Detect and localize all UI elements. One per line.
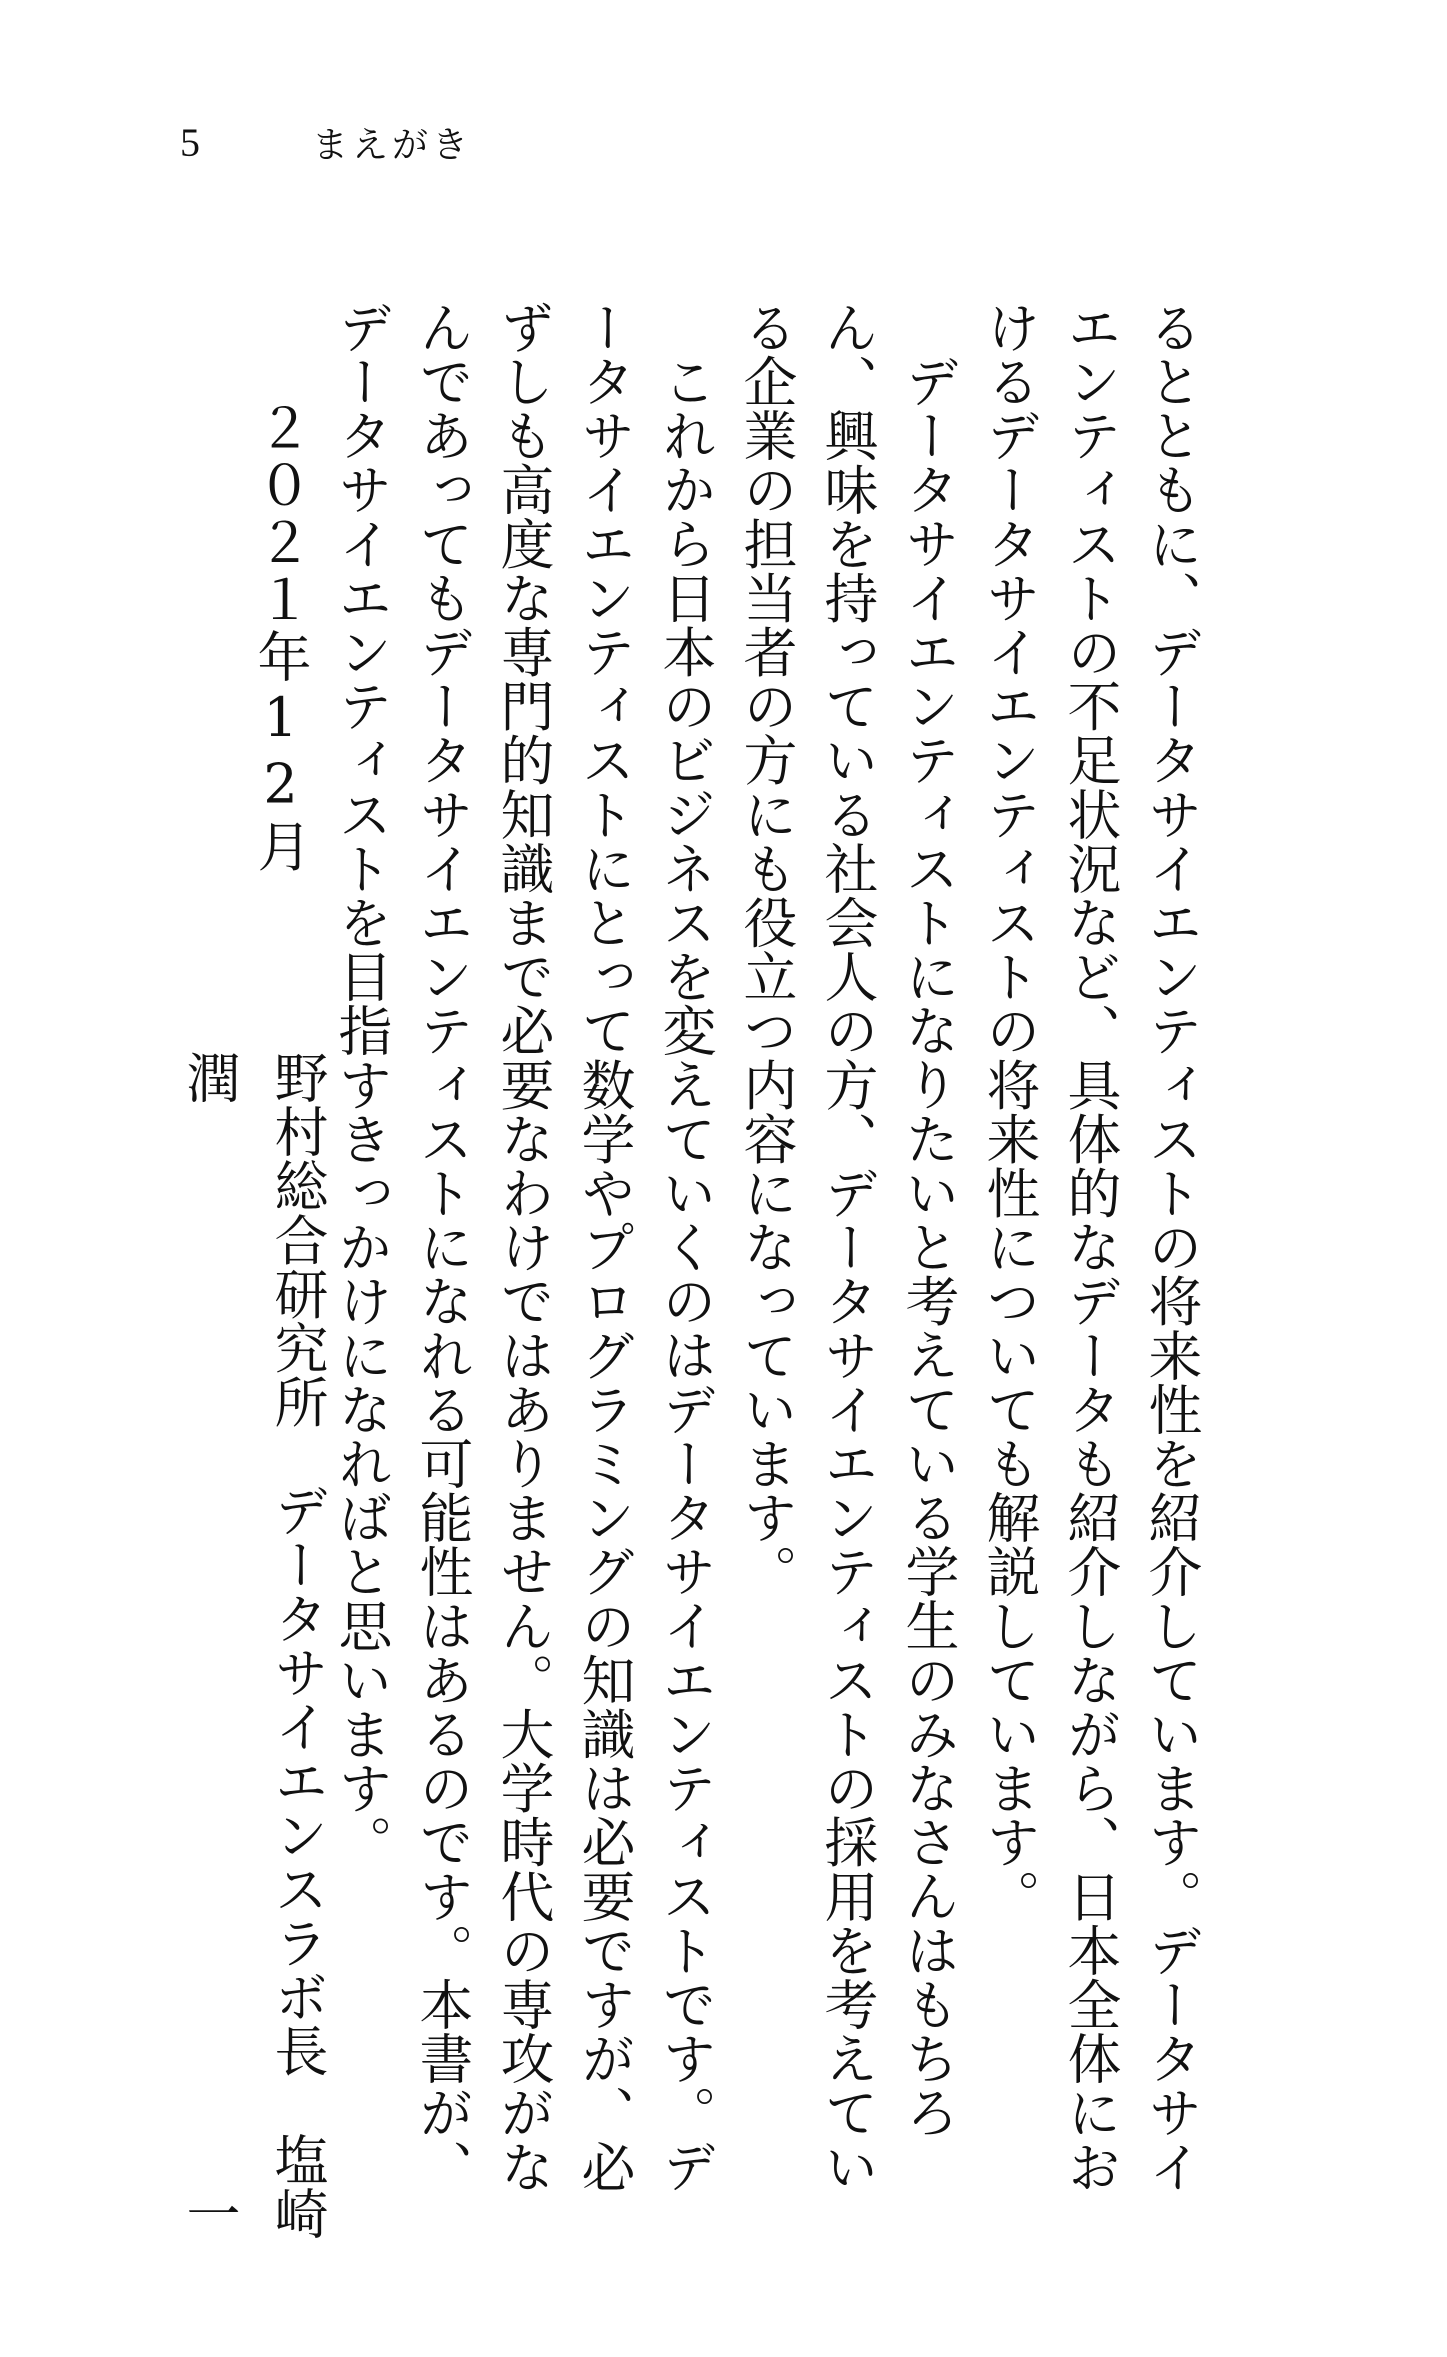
date: ２０２１年12月: [249, 400, 312, 876]
paragraph: るとともに、データサイエンティストの将来性を紹介しています。データサイエンティストの不足状況など、具体的なデータも紹介しながら、日本全体におけるデータサイエンティストの将来性についても解説しています。: [978, 300, 1203, 2194]
page-header: [180, 112, 472, 172]
body-text: [321, 300, 1212, 2240]
chapter-title: まえがき: [312, 124, 473, 166]
page-number: 5: [180, 119, 200, 165]
paragraph: データサイエンティストになりたいと考えている学生のみなさんはもちろん、興味を持っている社会人の方、データサイエンティストの採用を考えている企業の担当者の方にも役立つ内容になっています。: [735, 300, 960, 2194]
paragraph: これから日本のビジネスを変えていくのはデータサイエンティストです。データサイエンティストにとって数学やプログラミングの知識は必要ですが、必ずしも高度な専門的知識まで必要なわけではありません。大学時代の専攻がなんであってもデータサイエンティストになれる可能性はあるのです。本書が、データサイエンティストを目指すきっかけになればと思います。: [330, 300, 717, 2194]
author-line: 野村総合研究所 データサイエンスラボ長 塩崎潤一: [178, 1050, 329, 2240]
author-signature: [165, 1050, 341, 2240]
